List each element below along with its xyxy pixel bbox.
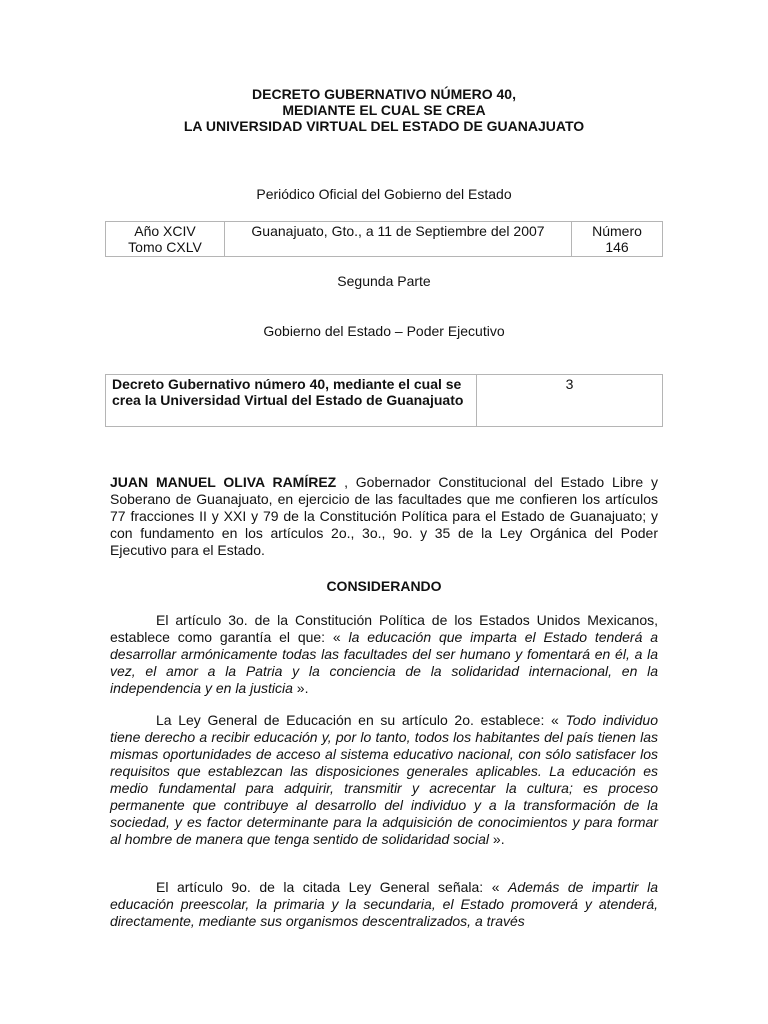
gobierno-heading: Gobierno del Estado – Poder Ejecutivo	[263, 323, 505, 339]
paragraph-1-quote: la educación que imparta el Estado tenderá a desarrollar armónicamente todas las facultades del ser humano y fomentará en él, a la vez, el amor a la Patria y la conciencia de la solidaridad internacional, en la independencia y en la justicia	[110, 629, 658, 696]
anio-text: Año XCIV	[134, 223, 196, 239]
intro-text: , Gobernador Constitucional del Estado Libre y Soberano de Guanajuato, en ejercicio de las facultades que me confieren los artículos 77 fracciones II y XXI y 79 de la Constitución Política para el Estado de Guanajuato; y con fundamento en los artículos 2o., 3o., 9o. y 35 de la Ley Orgánica del Poder Ejecutivo para el Estado.	[110, 474, 658, 558]
contents-entry: Decreto Gubernativo número 40, mediante el cual se crea la Universidad Virtual del Estado de Guanajuato	[106, 375, 477, 427]
paragraph-2-tail: ».	[489, 831, 505, 847]
number-cell	[572, 222, 663, 257]
paragraph-2-quote: Todo individuo tiene derecho a recibir educación y, por lo tanto, todos los habitantes del país tienen las mismas oportunidades de acceso al sistema educativo nacional, con sólo satisfacer los requisitos que establezcan las disposiciones generales aplicables. La educación es medio fundamental para adquirir, transmitir y acrecentar la cultura; es proceso permanente que contribuye al desarrollo del individuo y a la transformación de la sociedad, y es factor determinante para la adquisición de conocimientos y para formar al hombre de manera que tenga sentido de solidaridad social	[110, 712, 658, 847]
paragraph-3-lead: El artículo 9o. de la citada Ley General señala: «	[156, 879, 508, 895]
intro-paragraph	[110, 474, 658, 559]
governor-name: JUAN MANUEL OLIVA RAMÍREZ	[110, 474, 337, 490]
contents-table	[105, 374, 663, 427]
decree-title-line-2: MEDIANTE EL CUAL SE CREA	[282, 102, 486, 118]
considerando-paragraph-1	[110, 612, 658, 697]
considerando-paragraph-3	[110, 879, 658, 930]
periodico-heading: Periódico Oficial del Gobierno del Estado	[256, 186, 512, 202]
paragraph-1-tail: ».	[292, 680, 309, 696]
tomo-text: Tomo CXLV	[128, 239, 202, 255]
considerando-paragraph-2	[110, 712, 658, 848]
numero-value: 146	[605, 239, 629, 255]
paragraph-1-lead: El artículo 3o. de la Constitución Política de los Estados Unidos Mexicanos, establece como garantía el que: «	[110, 612, 658, 645]
decree-title-line-1: DECRETO GUBERNATIVO NÚMERO 40,	[252, 86, 516, 102]
considerando-heading: CONSIDERANDO	[326, 578, 442, 594]
paragraph-2-lead: La Ley General de Educación en su artículo 2o. establece: «	[156, 712, 566, 728]
contents-page-number: 3	[477, 375, 663, 427]
place-date-cell: Guanajuato, Gto., a 11 de Septiembre del 2007	[225, 222, 572, 257]
decree-title-line-3: LA UNIVERSIDAD VIRTUAL DEL ESTADO DE GUANAJUATO	[183, 118, 585, 134]
numero-label: Número	[592, 223, 642, 239]
segunda-parte-heading: Segunda Parte	[337, 273, 431, 289]
volume-cell	[106, 222, 225, 257]
publication-info-table	[105, 221, 663, 257]
paragraph-3-quote: Además de impartir la educación preescolar, la primaria y la secundaria, el Estado promoverá y atenderá, directamente, mediante sus organismos descentralizados, a través	[110, 879, 658, 929]
